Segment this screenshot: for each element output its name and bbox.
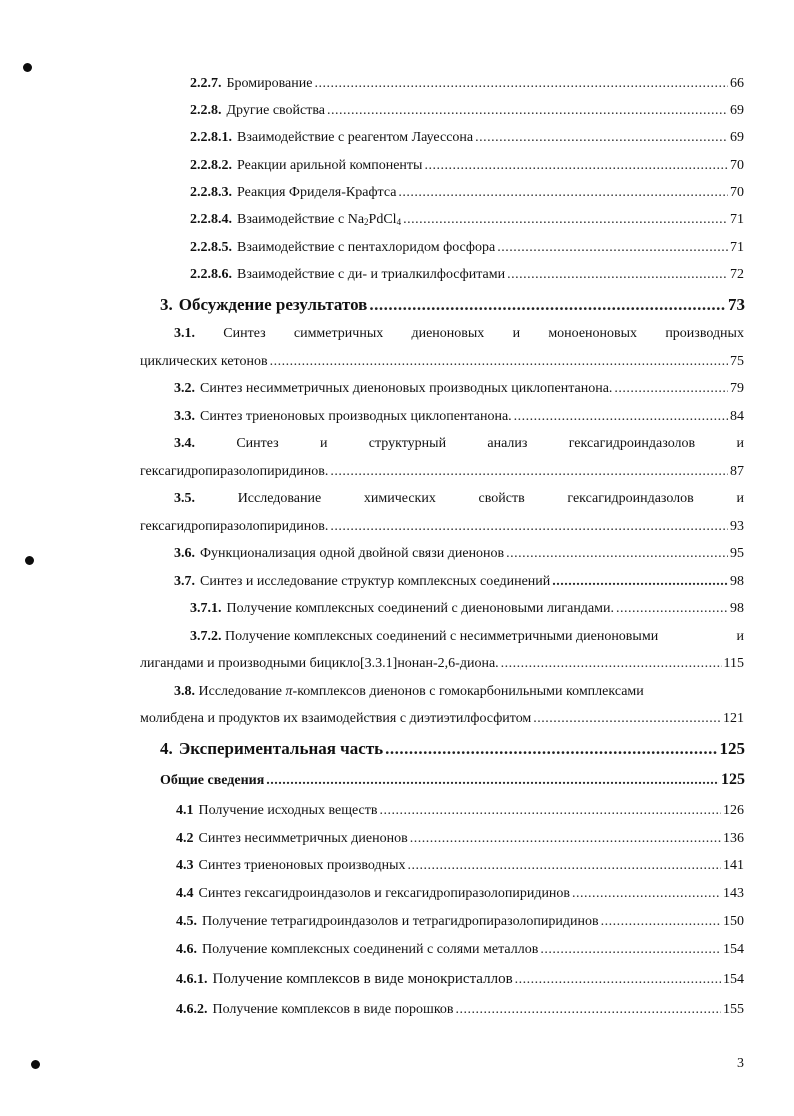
- toc-chapter-3: [160, 294, 745, 316]
- binder-hole-top: [23, 63, 32, 72]
- entry-page: 125: [721, 771, 745, 788]
- entry-page: 121: [723, 711, 744, 726]
- dot-leader: [369, 294, 726, 316]
- entry-page: 125: [719, 739, 745, 758]
- entry-title: молибдена и продуктов их взаимодействия с диэтиэтилфосфитом: [140, 711, 532, 726]
- toc-entry-2-2-8-3: [190, 184, 744, 202]
- entry-title: Получение исходных веществ: [198, 803, 378, 818]
- entry-number: 2.2.8.5.: [190, 240, 232, 255]
- entry-number: 4.4: [176, 886, 194, 901]
- entry-number: 3.3.: [174, 409, 195, 424]
- entry-title: Получение комплексов в виде порошков: [212, 1002, 454, 1017]
- dot-leader: [614, 380, 728, 398]
- toc-entry-2-2-8-2: [190, 157, 744, 175]
- title-text: Взаимодействие с Na: [237, 212, 365, 227]
- entry-word: Синтез: [223, 326, 266, 341]
- dot-leader: [501, 655, 722, 673]
- entry-word: и: [736, 436, 744, 451]
- binder-hole-middle: [25, 556, 34, 565]
- toc-entry-3-3: [174, 408, 744, 426]
- entry-word: и: [736, 491, 744, 506]
- toc-entry-3-4-line2: [140, 463, 744, 481]
- entry-number: 4.2: [176, 831, 194, 846]
- entry-number: 2.2.8.: [190, 103, 222, 118]
- entry-title: Исследование: [198, 684, 283, 699]
- entry-title: Синтез и исследование структур комплексных соединений: [200, 574, 551, 589]
- entry-number: 4.5.: [176, 914, 197, 929]
- entry-number: 4.: [160, 739, 173, 758]
- entry-page: 71: [730, 240, 744, 255]
- entry-title: Синтез несимметричных диеноновых производных циклопентанона.: [200, 381, 613, 396]
- entry-page: 70: [730, 185, 744, 200]
- dot-leader: [533, 710, 721, 728]
- entry-title: Взаимодействие с пентахлоридом фосфора: [237, 240, 496, 255]
- dot-leader: [380, 802, 722, 820]
- toc-entry-2-2-7: [190, 75, 744, 93]
- entry-number: 2.2.8.6.: [190, 267, 232, 282]
- entry-number: 4.1: [176, 803, 194, 818]
- entry-page: 98: [730, 601, 744, 616]
- dot-leader: [314, 75, 728, 93]
- entry-title: Реакция Фриделя-Крафтса: [237, 185, 397, 200]
- entry-word: структурный: [368, 436, 447, 451]
- toc-entry-3-7: [174, 573, 744, 591]
- entry-title: гексагидропиразолопиридинов.: [140, 519, 329, 534]
- entry-page: 150: [723, 914, 744, 929]
- toc-entry-3-5-line2: [140, 518, 744, 536]
- entry-page: 143: [723, 886, 744, 901]
- binder-hole-bottom: [31, 1060, 40, 1069]
- dot-leader: [540, 941, 721, 959]
- entry-page: 95: [730, 546, 744, 561]
- entry-title: Реакции арильной компоненты: [237, 158, 423, 173]
- entry-page: 154: [723, 942, 744, 957]
- entry-title: лигандами и производными бицикло[3.3.1]нонан-2,6-диона.: [140, 656, 499, 671]
- page-number: 3: [737, 1056, 744, 1071]
- entry-page: 84: [730, 409, 744, 424]
- entry-title: Другие свойства: [226, 103, 326, 118]
- entry-number: 3.5.: [174, 491, 195, 506]
- entry-title: гексагидропиразолопиридинов.: [140, 464, 329, 479]
- toc-entry-3-8-line2: [140, 710, 744, 728]
- title-text: PdCl: [368, 212, 397, 227]
- entry-page: 98: [730, 574, 744, 589]
- entry-word: Исследование: [237, 491, 322, 506]
- dot-leader: [507, 266, 728, 284]
- entry-title: Синтез триеноновых производных: [198, 858, 406, 873]
- pi-symbol: π: [285, 684, 293, 699]
- entry-page: 154: [723, 972, 744, 987]
- entry-page: 70: [730, 158, 744, 173]
- entry-number: 3.1.: [174, 326, 195, 341]
- subscript: 4: [396, 217, 402, 227]
- toc-entry-3-7-2-line2: [140, 655, 744, 673]
- entry-number: 3.7.2.: [190, 629, 222, 644]
- entry-title: Функционализация одной двойной связи диенонов: [200, 546, 505, 561]
- dot-leader: [327, 102, 728, 120]
- toc-entry-3-4-line1: [174, 435, 744, 453]
- dot-leader: [456, 1001, 721, 1019]
- entry-title: циклических кетонов: [140, 354, 268, 369]
- entry-title: Получение комплексных соединений с солями металлов: [202, 942, 539, 957]
- toc-entry-3-7-2-line1: [190, 628, 744, 646]
- dot-leader: [403, 211, 728, 229]
- entry-first-line: [174, 683, 644, 701]
- toc-entry-3-7-1: [190, 600, 744, 618]
- entry-page: 71: [730, 212, 744, 227]
- entry-word: моноеноновых: [548, 326, 638, 341]
- toc-entry-3-1-line2: [140, 353, 744, 371]
- dot-leader: [410, 830, 721, 848]
- dot-leader: [266, 772, 719, 790]
- toc-general-info: [160, 771, 745, 790]
- toc-entry-4-4: [176, 885, 744, 903]
- entry-title: Бромирование: [226, 76, 313, 91]
- entry-word: и: [736, 629, 744, 644]
- entry-word: гексагидроиндазолов: [568, 436, 696, 451]
- entry-word: и: [319, 436, 328, 451]
- entry-page: 87: [730, 464, 744, 479]
- dot-leader: [424, 157, 728, 175]
- entry-page: 115: [723, 656, 744, 671]
- entry-page: 73: [728, 295, 745, 314]
- entry-number: 3.7.: [174, 574, 195, 589]
- entry-title: Взаимодействие с ди- и триалкилфосфитами: [237, 267, 506, 282]
- entry-number: 4.6.: [176, 942, 197, 957]
- toc-entry-3-6: [174, 545, 744, 563]
- entry-page: 155: [723, 1002, 744, 1017]
- entry-title: [237, 211, 401, 229]
- toc-entry-4-2: [176, 830, 744, 848]
- toc-chapter-4: [160, 738, 745, 760]
- dot-leader: [475, 129, 728, 147]
- toc-entry-4-6-2: [176, 1001, 744, 1019]
- toc-entry-2-2-8-4: [190, 211, 744, 229]
- entry-number: 2.2.8.1.: [190, 130, 232, 145]
- entry-page: 72: [730, 267, 744, 282]
- entry-page: 136: [723, 831, 744, 846]
- entry-page: 141: [723, 858, 744, 873]
- entry-number: 3.6.: [174, 546, 195, 561]
- toc-entry-2-2-8-5: [190, 239, 744, 257]
- entry-word: химических: [363, 491, 436, 506]
- entry-number: 3.8.: [174, 684, 195, 699]
- entry-number: 2.2.8.4.: [190, 212, 232, 227]
- toc-entry-3-2: [174, 380, 744, 398]
- dot-leader: [601, 913, 721, 931]
- toc-entry-2-2-8-1: [190, 129, 744, 147]
- dot-leader: [515, 971, 721, 989]
- toc-entry-2-2-8: [190, 102, 744, 120]
- toc-entry-3-1-line1: [174, 325, 744, 343]
- entry-page: 69: [730, 130, 744, 145]
- dot-leader: [398, 184, 728, 202]
- dot-leader: [270, 353, 728, 371]
- entry-title: -комплексов диенонов с гомокарбонильными комплексами: [292, 684, 644, 699]
- entry-number: 3.: [160, 295, 173, 314]
- toc-entry-3-8-line1: [174, 683, 744, 701]
- dot-leader: [552, 573, 728, 591]
- entry-number: 2.2.8.3.: [190, 185, 232, 200]
- entry-page: 69: [730, 103, 744, 118]
- entry-page: 79: [730, 381, 744, 396]
- entry-title: Получение комплексных соединений с диеноновыми лигандами.: [226, 601, 615, 616]
- entry-word: диеноновых: [411, 326, 485, 341]
- entry-page: 66: [730, 76, 744, 91]
- entry-number: 4.3: [176, 858, 194, 873]
- entry-title: Получение комплексов в виде монокристаллов: [212, 971, 513, 987]
- entry-number: 2.2.8.2.: [190, 158, 232, 173]
- entry-page: 126: [723, 803, 744, 818]
- entry-word: анализ: [487, 436, 528, 451]
- toc-entry-3-5-line1: [174, 490, 744, 508]
- toc-entry-4-5: [176, 913, 744, 931]
- dot-leader: [408, 857, 722, 875]
- dot-leader: [330, 518, 728, 536]
- toc-entry-4-6-1: [176, 970, 744, 989]
- dot-leader: [506, 545, 728, 563]
- dot-leader: [497, 239, 728, 257]
- entry-word: производных: [665, 326, 744, 341]
- entry-number: 3.2.: [174, 381, 195, 396]
- entry-first-line: [190, 628, 658, 646]
- dot-leader: [385, 738, 717, 760]
- entry-page: 93: [730, 519, 744, 534]
- entry-word: свойств: [478, 491, 525, 506]
- entry-title: Общие сведения: [160, 773, 265, 788]
- entry-number: 4.6.1.: [176, 972, 208, 987]
- entry-title: Экспериментальная часть: [178, 739, 384, 758]
- entry-title: Получение тетрагидроиндазолов и тетрагидропиразолопиридинов: [202, 914, 599, 929]
- entry-title: Синтез несимметричных диенонов: [198, 831, 408, 846]
- entry-word: симметричных: [293, 326, 384, 341]
- dot-leader: [514, 408, 728, 426]
- entry-number: 3.4.: [174, 436, 195, 451]
- dot-leader: [572, 885, 721, 903]
- toc-entry-2-2-8-6: [190, 266, 744, 284]
- entry-title: Получение комплексных соединений с несимметричными диеноновыми: [225, 629, 659, 644]
- toc-entry-4-6: [176, 941, 744, 959]
- entry-number: 4.6.2.: [176, 1002, 208, 1017]
- entry-number: 2.2.7.: [190, 76, 222, 91]
- dot-leader: [616, 600, 728, 618]
- entry-title: Взаимодействие с реагентом Лауессона: [237, 130, 474, 145]
- entry-page: 75: [730, 354, 744, 369]
- entry-title: Синтез триеноновых производных циклопентанона.: [200, 409, 512, 424]
- entry-word: гексагидроиндазолов: [567, 491, 694, 506]
- entry-title: Синтез гексагидроиндазолов и гексагидропиразолопиридинов: [198, 886, 571, 901]
- entry-title: Обсуждение результатов: [178, 295, 368, 314]
- dot-leader: [330, 463, 728, 481]
- entry-word: Синтез: [236, 436, 279, 451]
- entry-number: 3.7.1.: [190, 601, 222, 616]
- entry-word: и: [512, 326, 521, 341]
- toc-entry-4-3: [176, 857, 744, 875]
- subscript: 2: [364, 217, 369, 227]
- toc-entry-4-1: [176, 802, 744, 820]
